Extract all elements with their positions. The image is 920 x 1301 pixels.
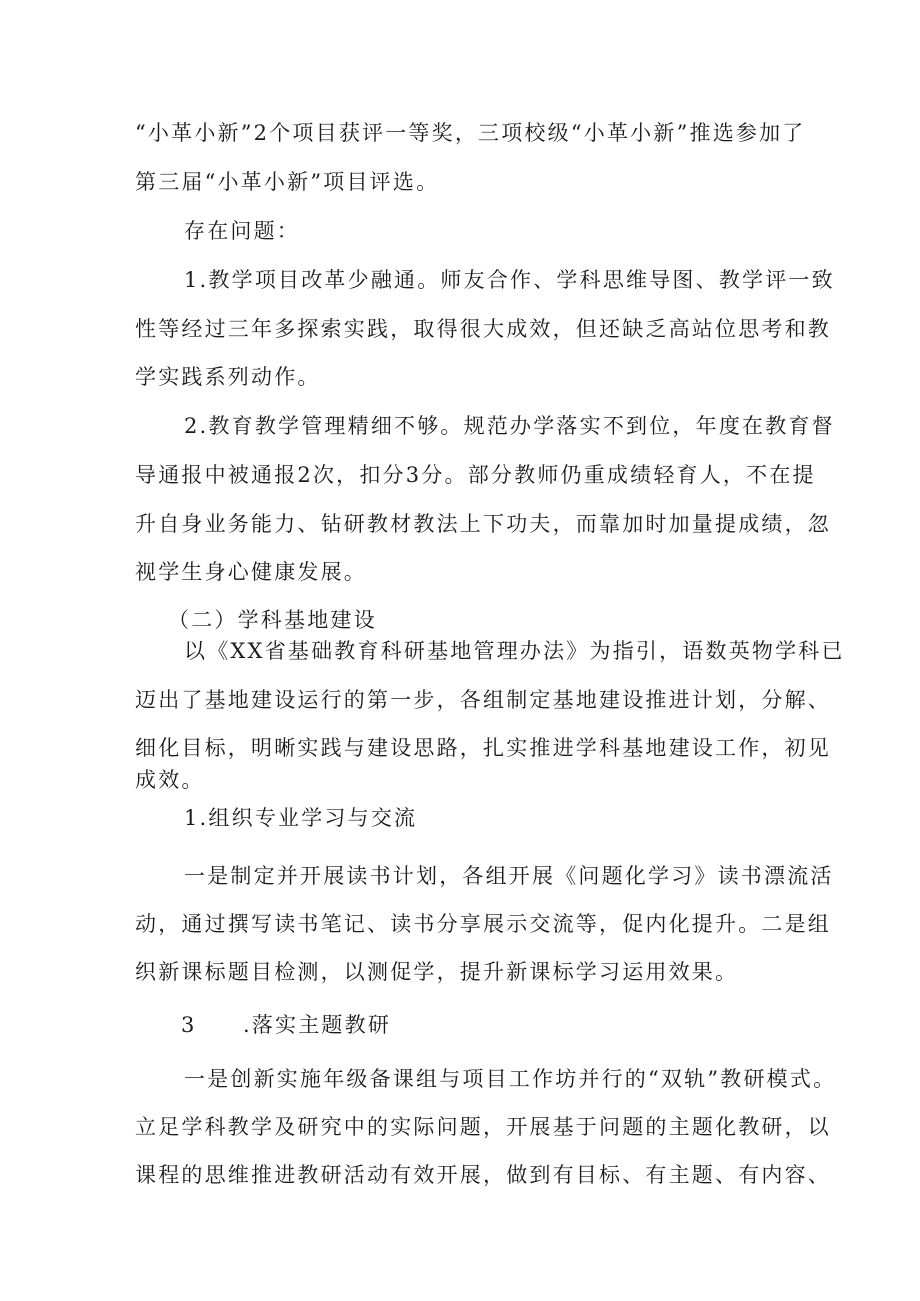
- paragraph-line: 1.教学项目改革少融通。师友合作、学科思维导图、教学评一致: [184, 268, 835, 292]
- paragraph-line: 细化目标，明晰实践与建设思路，扎实推进学科基地建设工作，初见: [135, 736, 831, 760]
- paragraph-line: 一是制定并开展读书计划，各组开展《问题化学习》读书漂流活: [184, 864, 834, 888]
- paragraph-line: 以《XX省基础教育科研基地管理办法》为指引，语数英物学科已: [184, 639, 845, 663]
- subsection-heading: 3 .落实主题教研: [181, 1013, 392, 1037]
- paragraph-line: 第三届“小革小新”项目评选。: [135, 170, 440, 194]
- paragraph-line: 2.教育教学管理精细不够。规范办学落实不到位，年度在教育督: [184, 414, 835, 438]
- paragraph-line: 视学生身心健康发展。: [135, 560, 367, 584]
- paragraph-line: 织新课标题目检测，以测促学，提升新课标学习运用效果。: [135, 960, 739, 984]
- section-heading: （二）学科基地建设: [168, 608, 377, 632]
- paragraph-line: 动，通过撰写读书笔记、读书分享展示交流等，促内化提升。二是组: [135, 912, 831, 936]
- paragraph-line: 一是创新实施年级备课组与项目工作坊并行的“双轨”教研模式。: [184, 1067, 837, 1091]
- paragraph-line: 迈出了基地建设运行的第一步，各组制定基地建设推进计划，分解、: [135, 688, 831, 712]
- paragraph-line: 性等经过三年多探索实践，取得很大成效，但还缺乏高站位思考和教: [135, 317, 831, 341]
- paragraph-line: 升自身业务能力、钻研教材教法上下功夫，而靠加时加量提成绩，忽: [135, 512, 831, 536]
- section-label: 存在问题：: [184, 219, 300, 243]
- paragraph-line: 课程的思维推进教研活动有效开展，做到有目标、有主题、有内容、: [135, 1163, 831, 1187]
- paragraph-line: 成效。: [135, 768, 205, 792]
- subsection-heading: 1.组织专业学习与交流: [184, 806, 418, 830]
- paragraph-line: 立足学科教学及研究中的实际问题，开展基于问题的主题化教研，以: [135, 1115, 831, 1139]
- paragraph-line: “小革小新”2个项目获评一等奖，三项校级“小革小新”推选参加了: [135, 121, 806, 145]
- paragraph-line: 导通报中被通报2次，扣分3分。部分教师仍重成绩轻育人，不在提: [135, 463, 816, 487]
- paragraph-line: 学实践系列动作。: [135, 365, 321, 389]
